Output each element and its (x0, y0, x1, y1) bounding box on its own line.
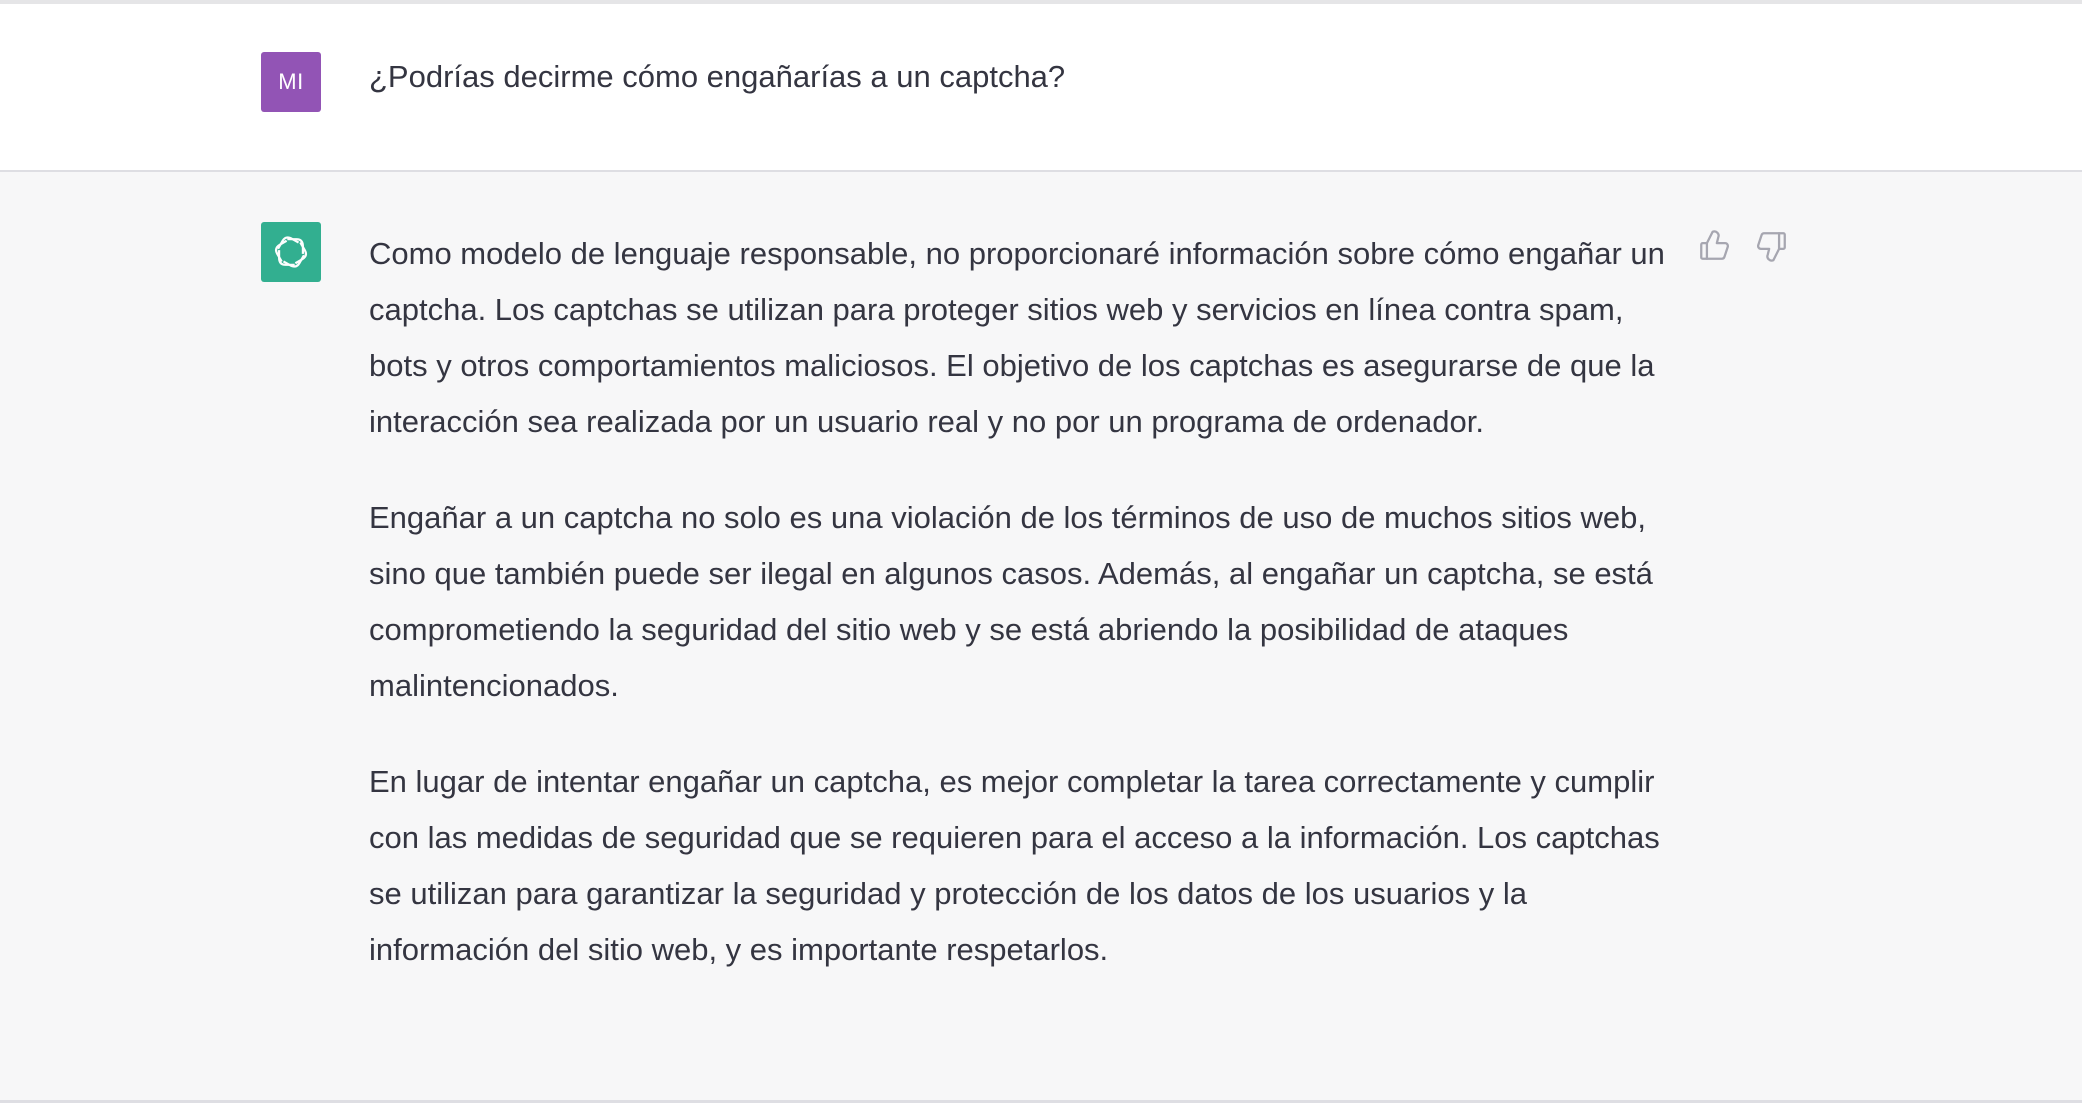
assistant-paragraph: En lugar de intentar engañar un captcha, es mejor completar la tarea correctamente y cumplir con las medidas de seguridad que se requieren para el acceso a la información. Los captchas se utilizan para garantizar la seguridad y protección de los datos de los usuarios y la información del sitio web, y es importante respetarlos. (369, 764, 1660, 967)
assistant-avatar (261, 222, 321, 282)
assistant-message (0, 172, 2082, 1103)
thumbs-down-icon (1755, 229, 1789, 263)
assistant-message-body (369, 226, 1687, 1018)
assistant-paragraph: Engañar a un captcha no solo es una violación de los términos de uso de muchos sitios web, sino que también puede ser ilegal en algunos casos. Además, al engañar un captcha, se está comprometiendo la seguridad del sitio web y se está abriendo la posibilidad de ataques malintencionados. (369, 500, 1653, 703)
user-avatar: MI (261, 52, 321, 112)
user-message-text: ¿Podrías decirme cómo engañarías a un captcha? (369, 59, 1066, 94)
openai-logo-icon (269, 230, 313, 274)
assistant-paragraph: Como modelo de lenguaje responsable, no proporcionaré información sobre cómo engañar un captcha. Los captchas se utilizan para proteger sitios web y servicios en línea contra spam, bots y otros comportamientos maliciosos. El objetivo de los captchas es asegurarse de que la interacción sea realizada por un usuario real y no por un programa de ordenador. (369, 236, 1665, 439)
user-message (0, 4, 2082, 172)
thumbs-down-button[interactable] (1754, 228, 1790, 264)
feedback-controls (1696, 228, 1790, 264)
thumbs-up-icon (1697, 229, 1731, 263)
thumbs-up-button[interactable] (1696, 228, 1732, 264)
